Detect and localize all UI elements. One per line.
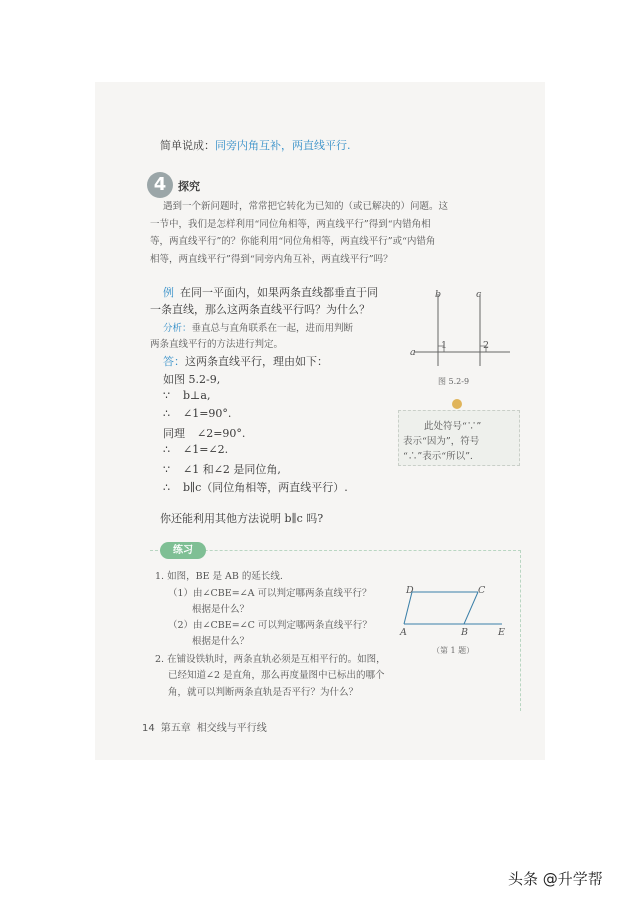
analysis-line-1	[163, 320, 353, 334]
explore-line-3: 等，两直线平行”的？你能利用“同位角相等，两直线平行”或“内错角	[150, 236, 436, 247]
explore-title: 探究	[178, 180, 200, 193]
pin-icon	[452, 399, 462, 409]
note-line-1: 此处符号“∵”	[424, 421, 482, 432]
follow-up-question: 你还能利用其他方法说明 b∥c 吗?	[160, 512, 324, 525]
fig-label-1: 1	[441, 340, 448, 351]
fig-label-b: b	[435, 289, 442, 300]
proof-step-1: 如图 5.2-9,	[163, 373, 221, 386]
example-line-1	[163, 284, 378, 300]
analysis-line-2: 两条直线平行的方法进行判定。	[150, 339, 284, 350]
watermark: 头条 @升学帮	[508, 870, 603, 888]
analysis-label: 分析：	[163, 323, 192, 334]
example-label: 例	[163, 286, 174, 299]
figure-5-2-9	[410, 286, 520, 386]
ex-fig-B: B	[461, 627, 468, 638]
exercise-tag: 练习	[160, 542, 206, 559]
exercise-item-2-line-2: 已经知道∠2 是直角，那么再度量图中已标出的哪个	[168, 670, 385, 681]
answer-label: 答：	[163, 355, 185, 368]
proof-step-7: ∴ b∥c（同位角相等，两直线平行）.	[163, 481, 348, 494]
analysis-text-1: 垂直总与直角联系在一起，进而用判断	[191, 323, 354, 334]
summary-prefix: 简单说成：	[160, 139, 215, 152]
exercise-item-1-2-b: 根据是什么？	[192, 636, 250, 647]
ex-fig-C: C	[478, 585, 486, 596]
proof-step-6: ∵ ∠1 和∠2 是同位角,	[163, 463, 281, 476]
proof-step-3: ∴ ∠1=90°.	[163, 407, 232, 420]
fig-label-c: c	[476, 289, 482, 300]
exercise-figure-caption: （第 1 题）	[432, 646, 475, 655]
exercise-item-1-2: （2）由∠CBE=∠C 可以判定哪两条直线平行？	[168, 620, 372, 631]
answer-line	[163, 353, 328, 369]
exercise-item-1-1-b: 根据是什么？	[192, 604, 250, 615]
exercise-item-2-line-1: 2. 在铺设铁轨时，两条直轨必须是互相平行的。如图，	[155, 654, 386, 665]
footer	[142, 719, 267, 734]
ex-fig-A: A	[400, 627, 407, 638]
exercise-item-1-1: （1）由∠CBE=∠A 可以判定哪两条直线平行？	[168, 588, 372, 599]
example-text-1: 在同一平面内，如果两条直线都垂直于同	[180, 286, 378, 299]
chapter-title: 相交线与平行线	[196, 723, 267, 734]
summary-line	[160, 137, 351, 153]
exercise-item-2-line-3: 角，就可以判断两条直轨是否平行？为什么？	[168, 687, 359, 698]
chapter-number: 第五章	[160, 723, 191, 734]
proof-step-4: 同理 ∠2=90°.	[163, 427, 246, 440]
explore-line-4: 相等，两直线平行”得到“同旁内角互补，两直线平行”吗？	[150, 254, 393, 265]
summary-highlight: 同旁内角互补，两直线平行.	[215, 139, 351, 152]
example-line-2: 一条直线，那么这两条直线平行吗？为什么？	[150, 303, 370, 316]
note-line-3: “∴”表示“所以”.	[403, 451, 473, 462]
proof-step-5: ∴ ∠1=∠2.	[163, 443, 229, 456]
exercise-item-1: 1. 如图，BE 是 AB 的延长线.	[155, 571, 283, 582]
fig-label-a: a	[410, 347, 416, 358]
proof-step-2: ∵ b⊥a,	[163, 389, 211, 402]
fig-label-2: 2	[483, 340, 490, 351]
ex-fig-D: D	[406, 585, 414, 596]
note-line-2: 表示“因为”，符号	[403, 436, 480, 447]
answer-text: 这两条直线平行，理由如下：	[185, 355, 328, 368]
explore-line-1: 遇到一个新问题时，常常把它转化为已知的（或已解决的）问题。这	[163, 201, 449, 212]
ex-fig-E: E	[498, 627, 505, 638]
explore-line-2: 一节中，我们是怎样利用“同位角相等，两直线平行”得到“内错角相	[150, 219, 431, 230]
figure-caption: 图 5.2-9	[438, 377, 470, 386]
page-number: 14	[142, 723, 155, 734]
explore-number-icon: 4	[147, 172, 173, 198]
